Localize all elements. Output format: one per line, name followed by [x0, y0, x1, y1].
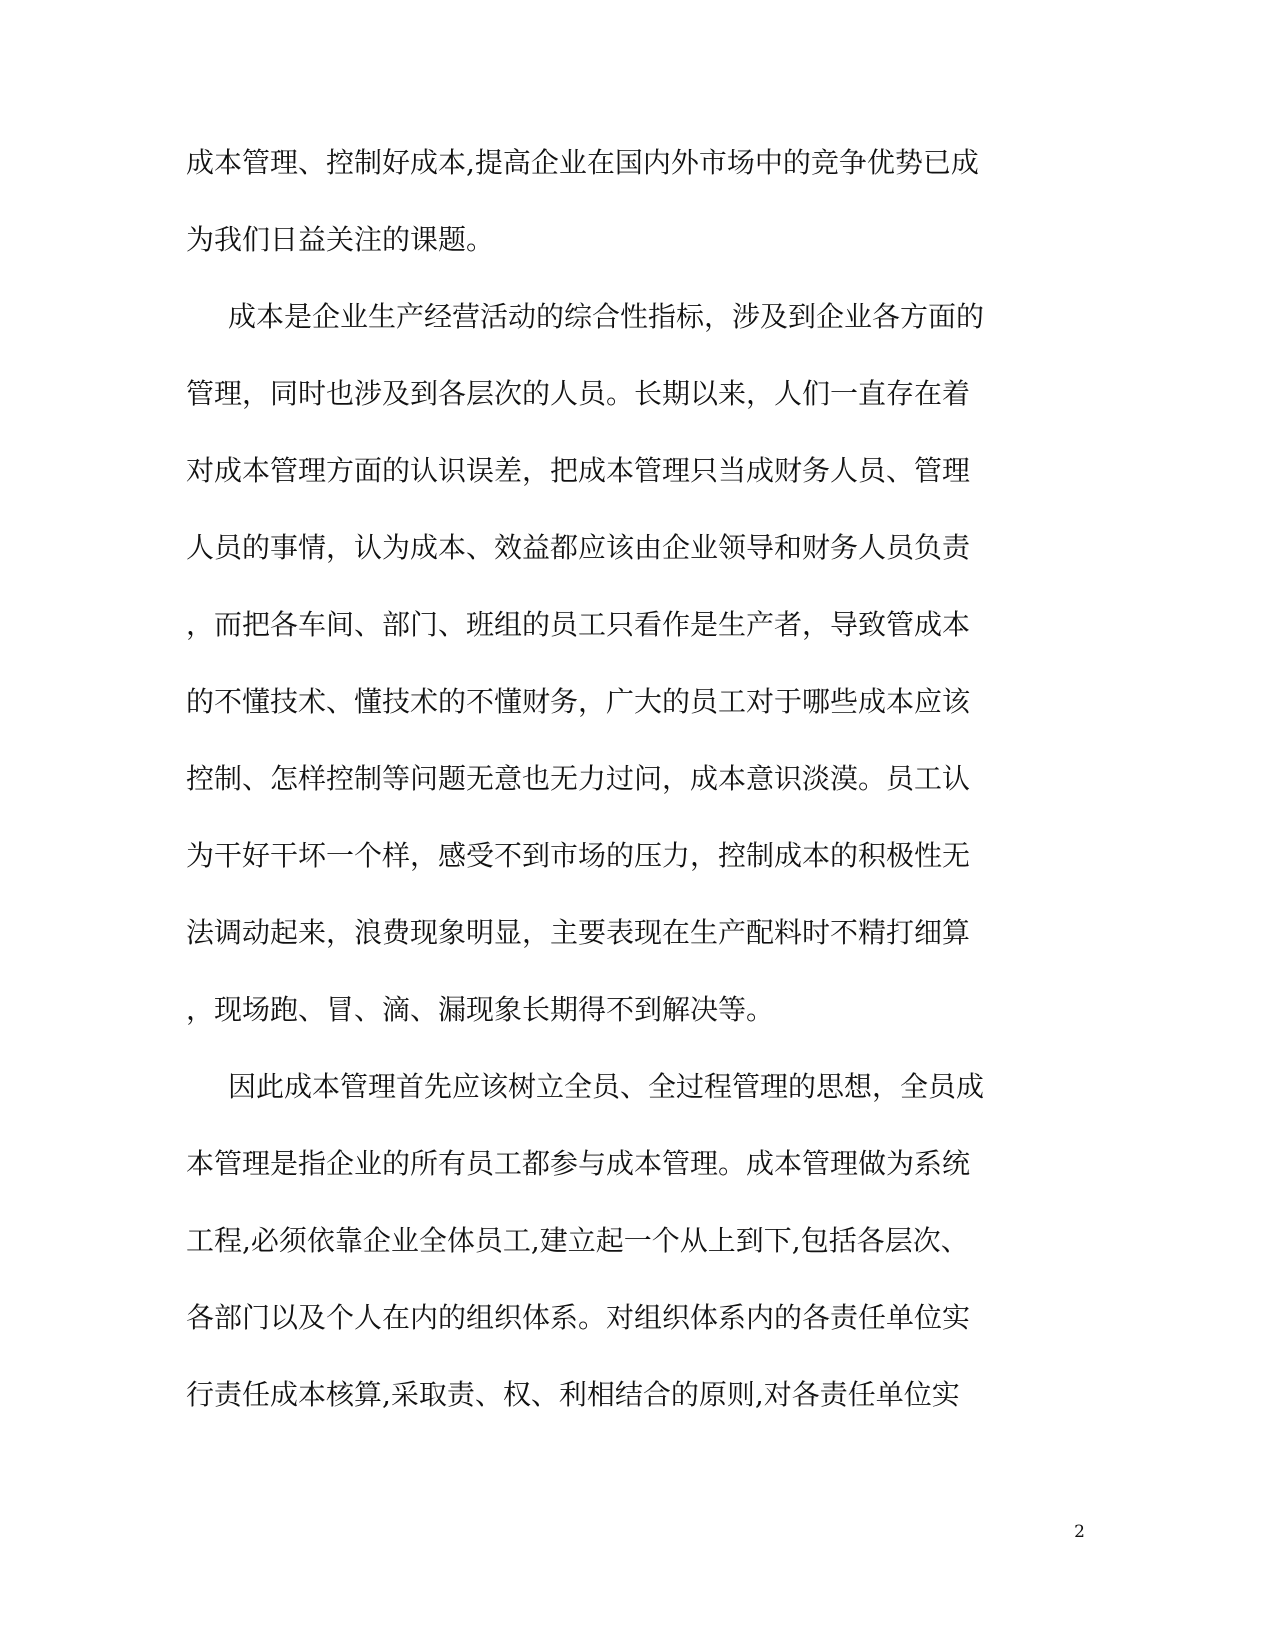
body-text-line: 人员的事情，认为成本、效益都应该由企业领导和财务人员负责 — [186, 531, 971, 564]
body-text-line: 行责任成本核算,采取责、权、利相结合的原则,对各责任单位实 — [186, 1378, 960, 1411]
body-text-line: ，而把各车间、部门、班组的员工只看作是生产者，导致管成本 — [186, 608, 971, 641]
body-text-line: 成本管理、控制好成本,提高企业在国内外市场中的竞争优势已成 — [186, 146, 979, 179]
paragraph-first-line: 因此成本管理首先应该树立全员、全过程管理的思想，全员成 — [228, 1070, 985, 1103]
body-text-line: 法调动起来，浪费现象明显，主要表现在生产配料时不精打细算 — [186, 916, 971, 949]
body-text-line: 为干好干坏一个样，感受不到市场的压力，控制成本的积极性无 — [186, 839, 971, 872]
body-text-line: 工程,必须依靠企业全体员工,建立起一个从上到下,包括各层次、 — [186, 1224, 969, 1257]
body-text-line: 各部门以及个人在内的组织体系。对组织体系内的各责任单位实 — [186, 1301, 971, 1334]
body-text-line: 本管理是指企业的所有员工都参与成本管理。成本管理做为系统 — [186, 1147, 971, 1180]
body-text-line: 管理，同时也涉及到各层次的人员。长期以来，人们一直存在着 — [186, 377, 971, 410]
body-text-line: 为我们日益关注的课题。 — [186, 223, 495, 256]
paragraph-first-line: 成本是企业生产经营活动的综合性指标，涉及到企业各方面的 — [228, 300, 985, 333]
page-number: 2 — [1074, 1522, 1085, 1542]
body-text-line: ，现场跑、冒、滴、漏现象长期得不到解决等。 — [186, 993, 775, 1026]
body-text-line: 控制、怎样控制等问题无意也无力过问，成本意识淡漠。员工认 — [186, 762, 971, 795]
body-text-line: 对成本管理方面的认识误差，把成本管理只当成财务人员、管理 — [186, 454, 971, 487]
body-text-line: 的不懂技术、懂技术的不懂财务，广大的员工对于哪些成本应该 — [186, 685, 971, 718]
